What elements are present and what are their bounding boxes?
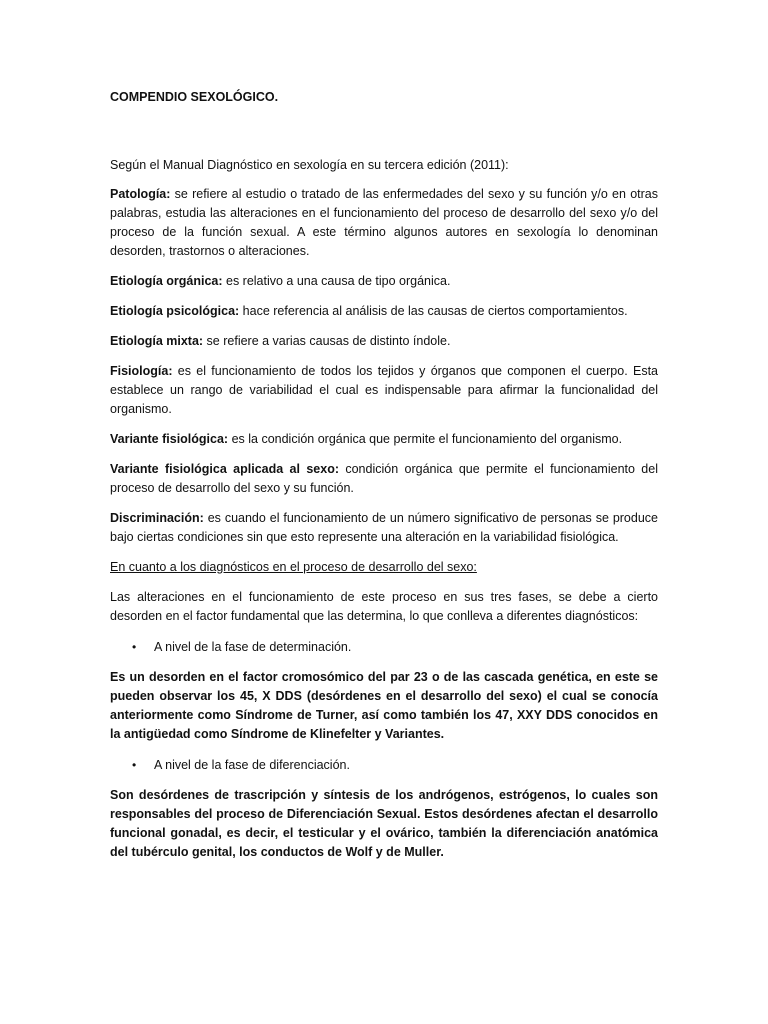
intro-paragraph: Según el Manual Diagnóstico en sexología en su tercera edición (2011):: [110, 158, 509, 172]
list-item: [110, 756, 658, 775]
bullet-icon: •: [132, 758, 137, 772]
definition-fisiologia: [110, 362, 658, 419]
definition-text: se refiere a varias causas de distinto índole.: [203, 334, 451, 348]
definition-term: Patología:: [110, 187, 171, 201]
phase-description: Son desórdenes de trascripción y síntesis de los andrógenos, estrógenos, lo cuales son responsables del proceso de Diferenciación Sexual. Estos desórdenes afectan el desarrollo funcional gonadal, es decir, el testicular y el ovárico, también la diferenciación anatómica del tubérculo genital, los conductos de Wolf y de Muller.: [110, 788, 658, 859]
definition-etiologia-psicologica: [110, 302, 658, 321]
definition-variante-fisiologica-sexo: [110, 460, 658, 498]
definition-text: es el funcionamiento de todos los tejidos y órganos que componen el cuerpo. Esta establece un rango de variabilidad el cual es indispensable para afirmar la funcionalidad del organismo.: [110, 364, 658, 416]
definition-text: condición orgánica que permite el funcionamiento del proceso de desarrollo del sexo y su función.: [110, 462, 658, 495]
definition-variante-fisiologica: [110, 430, 658, 449]
phase-label: A nivel de la fase de diferenciación.: [154, 758, 350, 772]
definition-text: hace referencia al análisis de las causas de ciertos comportamientos.: [239, 304, 628, 318]
definition-text: se refiere al estudio o tratado de las enfermedades del sexo y su función y/o en otras palabras, estudia las alteraciones en el funcionamiento del proceso de desarrollo del sexo y/o del proceso de la función sexual. A este término algunos autores en sexología lo denominan desorden, trastornos o alteraciones.: [110, 187, 658, 258]
bullet-icon: •: [132, 640, 137, 654]
definition-term: Variante fisiológica:: [110, 432, 229, 446]
definition-etiologia-mixta: [110, 332, 658, 351]
definition-term: Etiología orgánica:: [110, 274, 223, 288]
definition-text: es relativo a una causa de tipo orgánica.: [222, 274, 451, 288]
definition-text: es cuando el funcionamiento de un número significativo de personas se produce bajo ciertas condiciones sin que esto represente una alteración en la variabilidad fisiológica.: [110, 511, 658, 544]
definition-term: Etiología mixta:: [110, 334, 204, 348]
definition-term: Variante fisiológica aplicada al sexo:: [110, 462, 339, 476]
phase-description: Es un desorden en el factor cromosómico del par 23 o de las cascada genética, en este se pueden observar los 45, X DDS (desórdenes en el desarrollo del sexo) el cual se conocía anteriormente como Síndrome de Turner, así como también los 47, XXY DDS conocidos en la antigüedad como Síndrome de Klinefelter y Variantes.: [110, 670, 658, 741]
definition-term: Fisiología:: [110, 364, 173, 378]
section-intro: Las alteraciones en el funcionamiento de este proceso en sus tres fases, se debe a cierto desorden en el factor fundamental que las determina, lo que conlleva a diferentes diagnósticos:: [110, 590, 658, 623]
definition-text: es la condición orgánica que permite el funcionamiento del organismo.: [228, 432, 623, 446]
list-item: [110, 638, 658, 657]
definition-term: Discriminación:: [110, 511, 204, 525]
definition-term: Etiología psicológica:: [110, 304, 240, 318]
definition-etiologia-organica: [110, 272, 658, 291]
document-title: COMPENDIO SEXOLÓGICO.: [110, 90, 279, 104]
section-heading: En cuanto a los diagnósticos en el proceso de desarrollo del sexo:: [110, 560, 477, 574]
definition-patologia: [110, 185, 658, 261]
definition-discriminacion: [110, 509, 658, 547]
phase-label: A nivel de la fase de determinación.: [154, 640, 352, 654]
